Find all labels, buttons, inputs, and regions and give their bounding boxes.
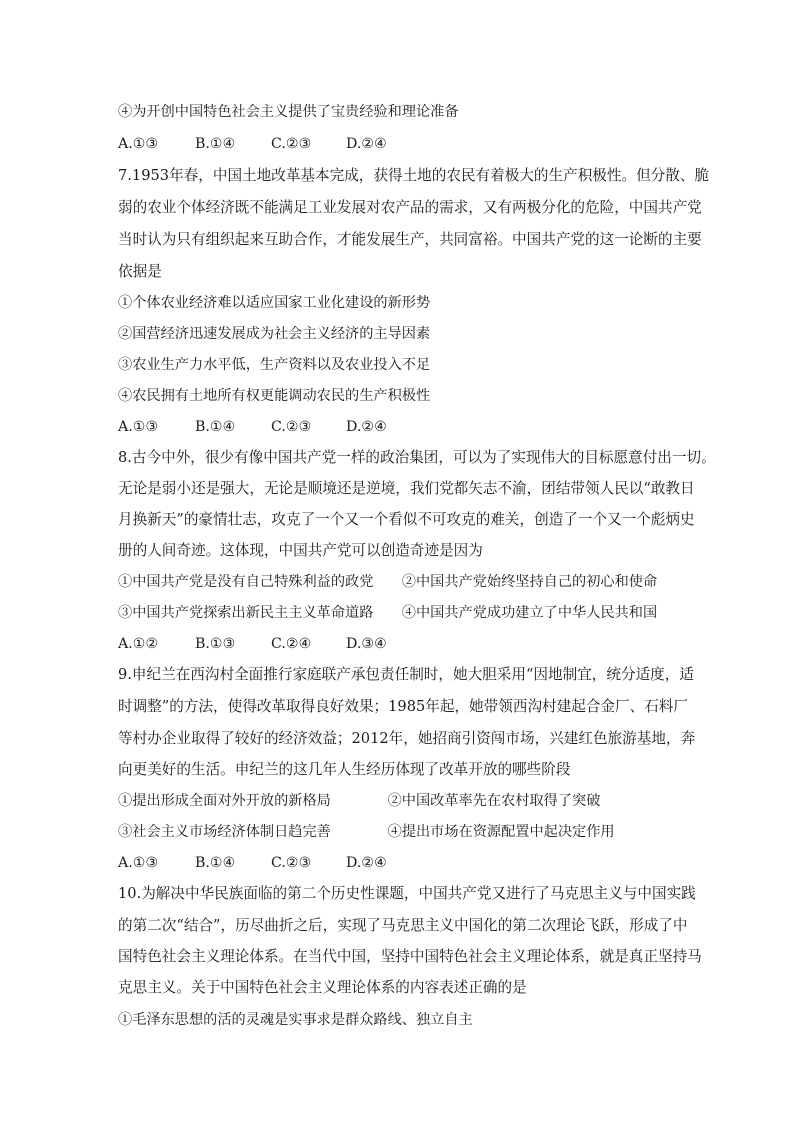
option-line: ③农业生产力水平低，生产资料以及农业投入不足 [118, 357, 431, 373]
choice-a: A.①③ [118, 419, 159, 435]
choice-a: A.①③ [118, 855, 159, 871]
choice-d: D.②④ [346, 136, 387, 152]
option-line: ①中国共产党是没有自己特殊利益的政党 ②中国共产党始终坚持自己的初心和使命 [118, 574, 658, 590]
question-10-line: 10.为解决中华民族面临的第二个历史性课题，中国共产党又进行了马克思主义与中国实践 [118, 885, 696, 902]
choice-c: C.②③ [271, 419, 312, 435]
question-10-line: 的第二次“结合”，历尽曲折之后，实现了马克思主义中国化的第二次理论飞跃，形成了中 [118, 917, 688, 934]
option-line: ④为开创中国特色社会主义提供了宝贵经验和理论准备 [118, 104, 459, 120]
choice-d: D.②④ [346, 855, 387, 871]
choice-b: B.①④ [195, 855, 236, 871]
option-line: ①提出形成全面对外开放的新格局 ②中国改革率先在农村取得了突破 [118, 793, 601, 809]
question-9-line: 9.申纪兰在西沟村全面推行家庭联产承包责任制时，她大胆采用“因地制宜，统分适度，适 [118, 666, 694, 683]
question-7-line: 当时认为只有组织起来互助合作，才能发展生产，共同富裕。中国共产党的这一论断的主要 [118, 231, 702, 248]
question-9-line: 等村办企业取得了较好的经济效益；2012年，她招商引资闯市场，兴建红色旅游基地，奔 [118, 730, 696, 747]
question-8-line: 册的人间奇迹。这体现，中国共产党可以创造奇迹是因为 [118, 542, 483, 559]
choice-b: B.①④ [195, 136, 236, 152]
question-10-line: 国特色社会主义理论体系。在当代中国，坚持中国特色社会主义理论体系，就是真正坚持马 [118, 948, 702, 965]
choice-a: A.①③ [118, 136, 159, 152]
question-8-line: 无论是弱小还是强大，无论是顺境还是逆境，我们党都矢志不渝，团结带领人民以“敢教日 [118, 480, 695, 497]
question-9-line: 时调整”的方法，使得改革取得良好效果；1985年起，她带领西沟村建起合金厂、石料厂 [118, 698, 688, 715]
choice-b: B.①③ [195, 636, 236, 652]
choice-d: D.②④ [346, 419, 387, 435]
choice-a: A.①② [118, 636, 159, 652]
question-7-line: 弱的农业个体经济既不能满足工业发展对农产品的需求，又有两极分化的危险，中国共产党 [118, 199, 702, 216]
option-line: ④农民拥有土地所有权更能调动农民的生产积极性 [118, 388, 431, 404]
question-8-line: 8.古今中外，很少有像中国共产党一样的政治集团，可以为了实现伟大的目标愿意付出一切。 [118, 449, 716, 466]
question-10-line: 克思主义。关于中国特色社会主义理论体系的内容表述正确的是 [118, 979, 527, 996]
question-8-line: 月换新天”的豪情壮志，攻克了一个又一个看似不可攻克的难关，创造了一个又一个彪炳史 [118, 511, 695, 528]
option-line: ①毛泽东思想的活的灵魂是实事求是群众路线、独立自主 [118, 1012, 473, 1028]
option-line: ③社会主义市场经济体制日趋完善 ④提出市场在资源配置中起决定作用 [118, 824, 615, 840]
question-9-line: 向更美好的生活。申纪兰的这几年人生经历体现了改革开放的哪些阶段 [118, 761, 571, 778]
question-7-line: 7.1953年春，中国土地改革基本完成，获得土地的农民有着极大的生产积极性。但分散、脆 [118, 167, 710, 184]
question-7-line: 依据是 [118, 263, 162, 280]
choice-b: B.①④ [195, 419, 236, 435]
option-line: ③中国共产党探索出新民主主义革命道路 ④中国共产党成功建立了中华人民共和国 [118, 605, 658, 621]
option-line: ①个体农业经济难以适应国家工业化建设的新形势 [118, 295, 431, 311]
choice-c: C.②③ [271, 855, 312, 871]
choice-c: C.②④ [271, 636, 312, 652]
option-line: ②国营经济迅速发展成为社会主义经济的主导因素 [118, 326, 431, 342]
choice-d: D.③④ [346, 636, 387, 652]
choice-c: C.②③ [271, 136, 312, 152]
